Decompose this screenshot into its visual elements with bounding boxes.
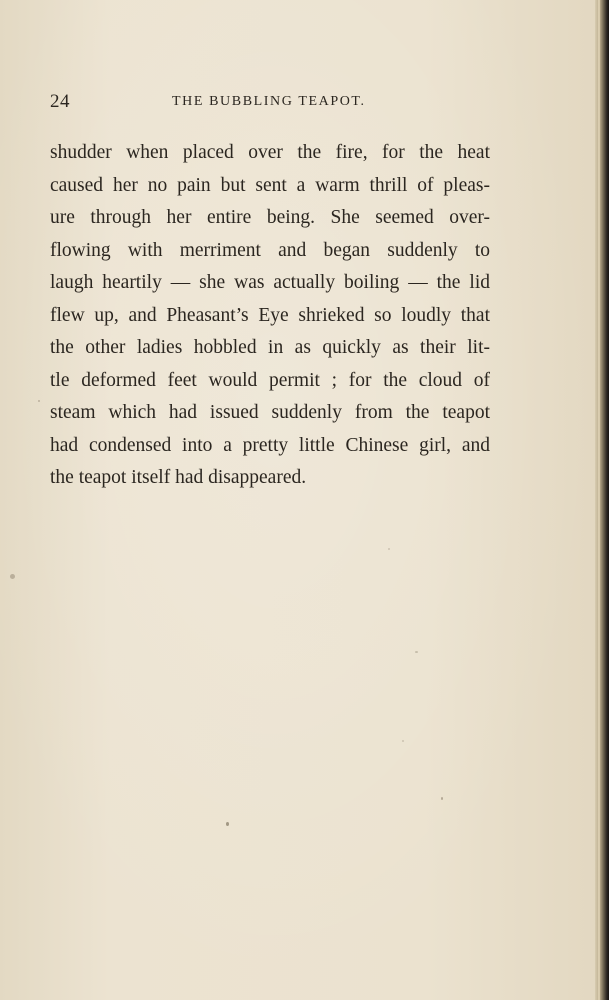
- text-line: flew up, and Pheasant’s Eye shrieked so loudly that: [50, 304, 490, 326]
- paper-speck: [10, 574, 15, 579]
- text-line: ure through her entire being. She seemed over-: [50, 207, 490, 228]
- text-line: flowing with merriment and began suddenly to: [50, 239, 490, 261]
- text-line: had condensed into a pretty little Chinese girl, and: [50, 434, 490, 456]
- text-line: steam which had issued suddenly from the teapot: [50, 402, 490, 423]
- running-title: THE BUBBLING TEAPOT.: [172, 94, 366, 109]
- body-text: [50, 137, 490, 495]
- paper-speck: [415, 651, 418, 653]
- paper-speck: [38, 400, 40, 402]
- running-head: [50, 91, 500, 115]
- paper-speck: [226, 822, 229, 826]
- page-number: 24: [50, 91, 70, 112]
- paper-speck: [388, 548, 390, 550]
- text-line: laugh heartily — she was actually boiling — the lid: [50, 272, 490, 293]
- text-line: tle deformed feet would permit ; for the cloud of: [50, 369, 490, 391]
- paper-speck: [441, 797, 443, 800]
- paper-speck: [402, 740, 404, 742]
- text-line-last: the teapot itself had disappeared.: [50, 467, 307, 488]
- text-line: shudder when placed over the fire, for the heat: [50, 142, 490, 163]
- text-line: the other ladies hobbled in as quickly as their lit-: [50, 337, 490, 358]
- page-binding-highlight: [598, 0, 600, 1000]
- text-line: caused her no pain but sent a warm thrill of pleas-: [50, 174, 490, 196]
